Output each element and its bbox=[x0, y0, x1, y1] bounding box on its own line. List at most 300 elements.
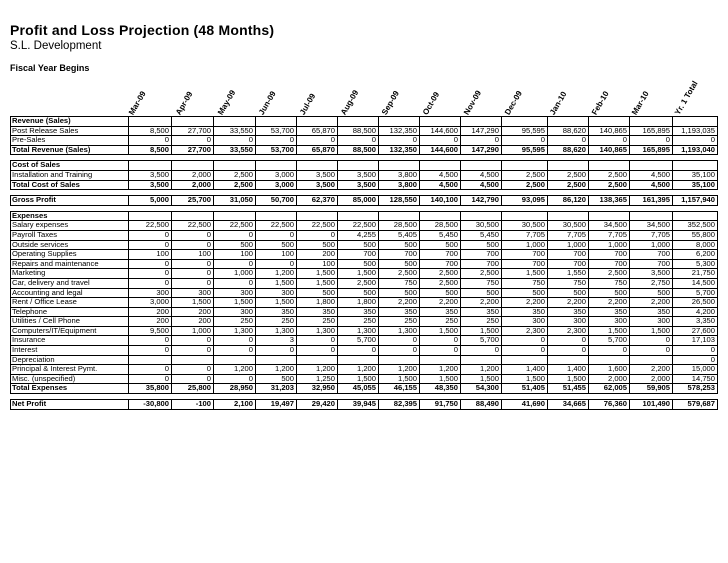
value-cell: 88,490 bbox=[461, 400, 502, 410]
month-header: Yr. 1 Total bbox=[673, 79, 700, 117]
value-cell: 1,200 bbox=[297, 365, 338, 375]
row-label: Car, delivery and travel bbox=[11, 278, 129, 288]
value-cell: 85,000 bbox=[338, 196, 379, 206]
value-cell: 1,157,940 bbox=[673, 196, 718, 206]
value-cell: 2,200 bbox=[420, 298, 461, 308]
value-cell: 6,200 bbox=[673, 250, 718, 260]
value-cell: 1,000 bbox=[502, 240, 548, 250]
value-cell: 5,000 bbox=[129, 196, 172, 206]
value-cell: 147,290 bbox=[461, 145, 502, 155]
value-cell: 2,100 bbox=[214, 400, 256, 410]
table-row bbox=[11, 307, 718, 317]
value-cell: 0 bbox=[548, 136, 589, 146]
value-cell: 300 bbox=[502, 317, 548, 327]
empty-cell bbox=[379, 161, 420, 171]
value-cell: 1,200 bbox=[379, 365, 420, 375]
value-cell: 0 bbox=[172, 269, 214, 279]
row-label: Accounting and legal bbox=[11, 288, 129, 298]
value-cell: 7,705 bbox=[630, 230, 673, 240]
value-cell: 17,103 bbox=[673, 336, 718, 346]
value-cell: 1,800 bbox=[297, 298, 338, 308]
value-cell: 5,450 bbox=[461, 230, 502, 240]
value-cell: 350 bbox=[502, 307, 548, 317]
empty-cell bbox=[420, 161, 461, 171]
value-cell: 2,200 bbox=[630, 298, 673, 308]
value-cell: 62,005 bbox=[589, 384, 630, 394]
value-cell: 1,200 bbox=[256, 365, 297, 375]
month-header: Apr-09 bbox=[174, 90, 195, 117]
value-cell: 0 bbox=[214, 374, 256, 384]
empty-cell bbox=[461, 161, 502, 171]
row-label: Total Revenue (Sales) bbox=[11, 145, 129, 155]
value-cell: 3,350 bbox=[673, 317, 718, 327]
value-cell: 32,950 bbox=[297, 384, 338, 394]
value-cell: 200 bbox=[172, 317, 214, 327]
empty-cell bbox=[461, 117, 502, 127]
row-label: Installation and Training bbox=[11, 170, 129, 180]
value-cell bbox=[256, 355, 297, 365]
value-cell: 100 bbox=[297, 259, 338, 269]
value-cell: 4,200 bbox=[673, 307, 718, 317]
value-cell bbox=[420, 355, 461, 365]
value-cell bbox=[379, 355, 420, 365]
row-label: Total Expenses bbox=[11, 384, 129, 394]
value-cell: 7,705 bbox=[502, 230, 548, 240]
value-cell: 132,350 bbox=[379, 126, 420, 136]
value-cell: 1,500 bbox=[297, 269, 338, 279]
table-row bbox=[11, 170, 718, 180]
value-cell: 0 bbox=[172, 240, 214, 250]
value-cell: 100 bbox=[172, 250, 214, 260]
row-label: Operating Supplies bbox=[11, 250, 129, 260]
value-cell: 0 bbox=[673, 136, 718, 146]
value-cell: 0 bbox=[548, 336, 589, 346]
month-header: Jul-09 bbox=[298, 91, 318, 117]
value-cell: 88,500 bbox=[338, 126, 379, 136]
row-label: Rent / Office Lease bbox=[11, 298, 129, 308]
row-label: Utilities / Cell Phone bbox=[11, 317, 129, 327]
empty-cell bbox=[129, 211, 172, 221]
row-label: Telephone bbox=[11, 307, 129, 317]
value-cell: 3 bbox=[256, 336, 297, 346]
empty-cell bbox=[129, 161, 172, 171]
value-cell: 0 bbox=[172, 136, 214, 146]
value-cell: 300 bbox=[548, 317, 589, 327]
table-row bbox=[11, 230, 718, 240]
value-cell: 1,500 bbox=[338, 374, 379, 384]
value-cell: 578,253 bbox=[673, 384, 718, 394]
table-row bbox=[11, 221, 718, 231]
value-cell: 1,500 bbox=[420, 374, 461, 384]
row-label: Misc. (unspecified) bbox=[11, 374, 129, 384]
value-cell: 140,100 bbox=[420, 196, 461, 206]
empty-cell bbox=[338, 117, 379, 127]
value-cell: 700 bbox=[420, 259, 461, 269]
value-cell: 0 bbox=[338, 346, 379, 356]
empty-cell bbox=[256, 161, 297, 171]
value-cell: 3,500 bbox=[630, 269, 673, 279]
value-cell: 350 bbox=[420, 307, 461, 317]
value-cell: 1,300 bbox=[214, 326, 256, 336]
value-cell bbox=[461, 355, 502, 365]
value-cell: 352,500 bbox=[673, 221, 718, 231]
value-cell: 300 bbox=[129, 288, 172, 298]
value-cell: 8,500 bbox=[129, 145, 172, 155]
value-cell: 0 bbox=[172, 374, 214, 384]
value-cell: 300 bbox=[630, 317, 673, 327]
value-cell: 82,395 bbox=[379, 400, 420, 410]
value-cell: 2,500 bbox=[214, 180, 256, 190]
row-label: Outside services bbox=[11, 240, 129, 250]
value-cell: 19,497 bbox=[256, 400, 297, 410]
month-header: Aug-09 bbox=[339, 88, 361, 117]
value-cell: 140,865 bbox=[589, 145, 630, 155]
value-cell: 700 bbox=[502, 250, 548, 260]
value-cell: 76,360 bbox=[589, 400, 630, 410]
value-cell: 30,500 bbox=[548, 221, 589, 231]
value-cell: 100 bbox=[256, 250, 297, 260]
value-cell: 5,700 bbox=[338, 336, 379, 346]
empty-cell bbox=[502, 211, 548, 221]
value-cell: 0 bbox=[420, 346, 461, 356]
value-cell: 0 bbox=[172, 336, 214, 346]
value-cell: 0 bbox=[214, 278, 256, 288]
value-cell: 0 bbox=[214, 336, 256, 346]
empty-cell bbox=[589, 117, 630, 127]
value-cell: 0 bbox=[548, 346, 589, 356]
value-cell: 147,290 bbox=[461, 126, 502, 136]
value-cell: 7,705 bbox=[548, 230, 589, 240]
value-cell: 1,500 bbox=[256, 298, 297, 308]
value-cell: 1,500 bbox=[502, 374, 548, 384]
section-heading-row bbox=[11, 211, 718, 221]
row-label: Pre-Sales bbox=[11, 136, 129, 146]
value-cell: 1,000 bbox=[214, 269, 256, 279]
value-cell: 0 bbox=[589, 346, 630, 356]
value-cell: 165,895 bbox=[630, 126, 673, 136]
value-cell: 2,200 bbox=[548, 298, 589, 308]
value-cell: 700 bbox=[589, 259, 630, 269]
month-header: Feb-10 bbox=[590, 89, 611, 117]
table-row bbox=[11, 269, 718, 279]
value-cell: 14,750 bbox=[673, 374, 718, 384]
value-cell: 0 bbox=[172, 278, 214, 288]
value-cell: 59,905 bbox=[630, 384, 673, 394]
empty-cell bbox=[172, 161, 214, 171]
value-cell: 2,000 bbox=[589, 374, 630, 384]
value-cell: 500 bbox=[379, 259, 420, 269]
value-cell: 22,500 bbox=[338, 221, 379, 231]
value-cell: 0 bbox=[129, 365, 172, 375]
table-row bbox=[11, 326, 718, 336]
empty-cell bbox=[172, 117, 214, 127]
value-cell bbox=[214, 355, 256, 365]
value-cell: 140,865 bbox=[589, 126, 630, 136]
value-cell: 350 bbox=[379, 307, 420, 317]
row-label: Repairs and maintenance bbox=[11, 259, 129, 269]
value-cell bbox=[338, 355, 379, 365]
table-row bbox=[11, 336, 718, 346]
value-cell: 750 bbox=[379, 278, 420, 288]
value-cell: 500 bbox=[379, 240, 420, 250]
value-cell: 8,500 bbox=[129, 126, 172, 136]
value-cell: 3,800 bbox=[379, 180, 420, 190]
value-cell: 1,193,035 bbox=[673, 126, 718, 136]
value-cell: 1,400 bbox=[548, 365, 589, 375]
value-cell: 0 bbox=[129, 336, 172, 346]
value-cell: 41,690 bbox=[502, 400, 548, 410]
value-cell: 500 bbox=[420, 288, 461, 298]
value-cell: 350 bbox=[338, 307, 379, 317]
value-cell: 2,200 bbox=[461, 298, 502, 308]
value-cell: 250 bbox=[461, 317, 502, 327]
value-cell: 0 bbox=[129, 346, 172, 356]
empty-cell bbox=[673, 161, 718, 171]
value-cell: 500 bbox=[420, 240, 461, 250]
value-cell: 100 bbox=[214, 250, 256, 260]
value-cell: 138,365 bbox=[589, 196, 630, 206]
value-cell: 2,500 bbox=[214, 170, 256, 180]
value-cell: 500 bbox=[297, 240, 338, 250]
value-cell: 2,200 bbox=[502, 298, 548, 308]
value-cell: 500 bbox=[548, 288, 589, 298]
value-cell: 3,500 bbox=[129, 170, 172, 180]
row-label: Salary expenses bbox=[11, 221, 129, 231]
value-cell: 33,550 bbox=[214, 145, 256, 155]
value-cell: 700 bbox=[338, 250, 379, 260]
value-cell: 28,500 bbox=[379, 221, 420, 231]
value-cell: 25,800 bbox=[172, 384, 214, 394]
value-cell: 34,500 bbox=[589, 221, 630, 231]
value-cell: 39,945 bbox=[338, 400, 379, 410]
table-row bbox=[11, 196, 718, 206]
value-cell: 1,500 bbox=[379, 374, 420, 384]
table-row bbox=[11, 259, 718, 269]
value-cell: 34,500 bbox=[630, 221, 673, 231]
value-cell: 2,500 bbox=[589, 170, 630, 180]
value-cell: 2,200 bbox=[379, 298, 420, 308]
empty-cell bbox=[338, 161, 379, 171]
value-cell: 46,155 bbox=[379, 384, 420, 394]
value-cell: 300 bbox=[589, 317, 630, 327]
value-cell: 300 bbox=[256, 288, 297, 298]
value-cell: 95,595 bbox=[502, 145, 548, 155]
value-cell: 144,600 bbox=[420, 126, 461, 136]
value-cell: 53,700 bbox=[256, 126, 297, 136]
value-cell: 1,500 bbox=[256, 278, 297, 288]
value-cell bbox=[297, 355, 338, 365]
empty-cell bbox=[379, 117, 420, 127]
table-row bbox=[11, 317, 718, 327]
value-cell: 700 bbox=[379, 250, 420, 260]
value-cell: 500 bbox=[214, 240, 256, 250]
value-cell: 0 bbox=[420, 136, 461, 146]
value-cell: 250 bbox=[297, 317, 338, 327]
value-cell: 45,055 bbox=[338, 384, 379, 394]
value-cell: 1,300 bbox=[379, 326, 420, 336]
value-cell: 4,500 bbox=[630, 180, 673, 190]
table-row bbox=[11, 400, 718, 410]
value-cell: 0 bbox=[129, 259, 172, 269]
empty-cell bbox=[548, 161, 589, 171]
value-cell: 700 bbox=[502, 259, 548, 269]
value-cell: 100 bbox=[129, 250, 172, 260]
value-cell: 0 bbox=[630, 336, 673, 346]
empty-cell bbox=[461, 211, 502, 221]
value-cell: 2,300 bbox=[548, 326, 589, 336]
value-cell: 22,500 bbox=[214, 221, 256, 231]
value-cell: 33,550 bbox=[214, 126, 256, 136]
value-cell: 2,500 bbox=[589, 180, 630, 190]
value-cell: 1,800 bbox=[338, 298, 379, 308]
value-cell: 350 bbox=[297, 307, 338, 317]
value-cell: 750 bbox=[548, 278, 589, 288]
row-label: Gross Profit bbox=[11, 196, 129, 206]
value-cell: 2,200 bbox=[589, 298, 630, 308]
row-label: Payroll Taxes bbox=[11, 230, 129, 240]
value-cell: 500 bbox=[461, 288, 502, 298]
table-row bbox=[11, 180, 718, 190]
value-cell: 22,500 bbox=[256, 221, 297, 231]
month-header: Mar-09 bbox=[127, 89, 148, 117]
value-cell: 48,350 bbox=[420, 384, 461, 394]
value-cell: 51,455 bbox=[548, 384, 589, 394]
value-cell: 0 bbox=[172, 259, 214, 269]
value-cell: 0 bbox=[420, 336, 461, 346]
value-cell: 4,500 bbox=[420, 180, 461, 190]
row-label: Interest bbox=[11, 346, 129, 356]
value-cell: 35,100 bbox=[673, 170, 718, 180]
value-cell: 1,300 bbox=[256, 326, 297, 336]
value-cell: 5,450 bbox=[420, 230, 461, 240]
value-cell: 91,750 bbox=[420, 400, 461, 410]
value-cell: 5,700 bbox=[589, 336, 630, 346]
value-cell: 0 bbox=[214, 346, 256, 356]
value-cell: 25,700 bbox=[172, 196, 214, 206]
value-cell: 0 bbox=[379, 346, 420, 356]
value-cell: 144,600 bbox=[420, 145, 461, 155]
value-cell: 1,000 bbox=[630, 240, 673, 250]
fiscal-year-label: Fiscal Year Begins bbox=[10, 63, 90, 73]
value-cell: 500 bbox=[461, 240, 502, 250]
value-cell: 62,370 bbox=[297, 196, 338, 206]
value-cell: 1,500 bbox=[420, 326, 461, 336]
value-cell: 3,800 bbox=[379, 170, 420, 180]
empty-cell bbox=[502, 161, 548, 171]
value-cell: 50,700 bbox=[256, 196, 297, 206]
value-cell: 1,500 bbox=[338, 269, 379, 279]
value-cell: 5,405 bbox=[379, 230, 420, 240]
value-cell: 1,500 bbox=[461, 374, 502, 384]
value-cell: 0 bbox=[214, 136, 256, 146]
value-cell: 1,500 bbox=[172, 298, 214, 308]
value-cell: 250 bbox=[420, 317, 461, 327]
value-cell: 27,700 bbox=[172, 126, 214, 136]
value-cell: 2,300 bbox=[502, 326, 548, 336]
value-cell: 0 bbox=[256, 230, 297, 240]
value-cell: 1,250 bbox=[297, 374, 338, 384]
value-cell bbox=[548, 355, 589, 365]
table-row bbox=[11, 298, 718, 308]
value-cell: 2,000 bbox=[172, 170, 214, 180]
value-cell: 700 bbox=[630, 259, 673, 269]
value-cell: 3,500 bbox=[338, 170, 379, 180]
value-cell: 750 bbox=[589, 278, 630, 288]
value-cell: 200 bbox=[129, 307, 172, 317]
row-label: Post Release Sales bbox=[11, 126, 129, 136]
table-row bbox=[11, 374, 718, 384]
company-name: S.L. Development bbox=[10, 40, 102, 52]
page-title: Profit and Loss Projection (48 Months) bbox=[10, 22, 275, 38]
value-cell: -100 bbox=[172, 400, 214, 410]
value-cell: 250 bbox=[214, 317, 256, 327]
value-cell: 93,095 bbox=[502, 196, 548, 206]
value-cell: 1,200 bbox=[461, 365, 502, 375]
empty-cell bbox=[630, 161, 673, 171]
value-cell: 1,000 bbox=[548, 240, 589, 250]
value-cell: 0 bbox=[129, 374, 172, 384]
value-cell: 500 bbox=[589, 288, 630, 298]
value-cell: 0 bbox=[172, 365, 214, 375]
value-cell: 161,395 bbox=[630, 196, 673, 206]
value-cell: 1,400 bbox=[502, 365, 548, 375]
value-cell: 2,500 bbox=[461, 269, 502, 279]
table-row bbox=[11, 136, 718, 146]
table-row bbox=[11, 355, 718, 365]
empty-cell bbox=[172, 211, 214, 221]
value-cell: 3,000 bbox=[129, 298, 172, 308]
empty-cell bbox=[214, 117, 256, 127]
value-cell: 3,000 bbox=[256, 180, 297, 190]
value-cell: 0 bbox=[214, 230, 256, 240]
empty-cell bbox=[420, 117, 461, 127]
value-cell: 0 bbox=[129, 278, 172, 288]
value-cell bbox=[172, 355, 214, 365]
value-cell: 300 bbox=[214, 307, 256, 317]
row-label: Net Profit bbox=[11, 400, 129, 410]
row-label: Computers/IT/Equipment bbox=[11, 326, 129, 336]
value-cell: 0 bbox=[297, 136, 338, 146]
value-cell: 350 bbox=[589, 307, 630, 317]
empty-cell bbox=[256, 211, 297, 221]
value-cell: 35,100 bbox=[673, 180, 718, 190]
value-cell: 2,500 bbox=[548, 170, 589, 180]
value-cell: 28,950 bbox=[214, 384, 256, 394]
value-cell: 1,000 bbox=[172, 326, 214, 336]
value-cell: 0 bbox=[172, 346, 214, 356]
value-cell: 0 bbox=[129, 230, 172, 240]
value-cell: 2,200 bbox=[630, 365, 673, 375]
value-cell: 0 bbox=[338, 136, 379, 146]
empty-cell bbox=[214, 161, 256, 171]
value-cell: 4,500 bbox=[630, 170, 673, 180]
value-cell: 28,500 bbox=[420, 221, 461, 231]
value-cell: 350 bbox=[461, 307, 502, 317]
value-cell: 51,405 bbox=[502, 384, 548, 394]
value-cell: 31,203 bbox=[256, 384, 297, 394]
value-cell: 165,895 bbox=[630, 145, 673, 155]
empty-cell bbox=[297, 211, 338, 221]
empty-cell bbox=[338, 211, 379, 221]
value-cell: 5,700 bbox=[673, 288, 718, 298]
value-cell: 0 bbox=[297, 346, 338, 356]
section-heading: Expenses bbox=[11, 211, 129, 221]
value-cell: 4,255 bbox=[338, 230, 379, 240]
row-label: Total Cost of Sales bbox=[11, 180, 129, 190]
value-cell: 1,500 bbox=[461, 326, 502, 336]
value-cell: 500 bbox=[630, 288, 673, 298]
value-cell: -30,800 bbox=[129, 400, 172, 410]
